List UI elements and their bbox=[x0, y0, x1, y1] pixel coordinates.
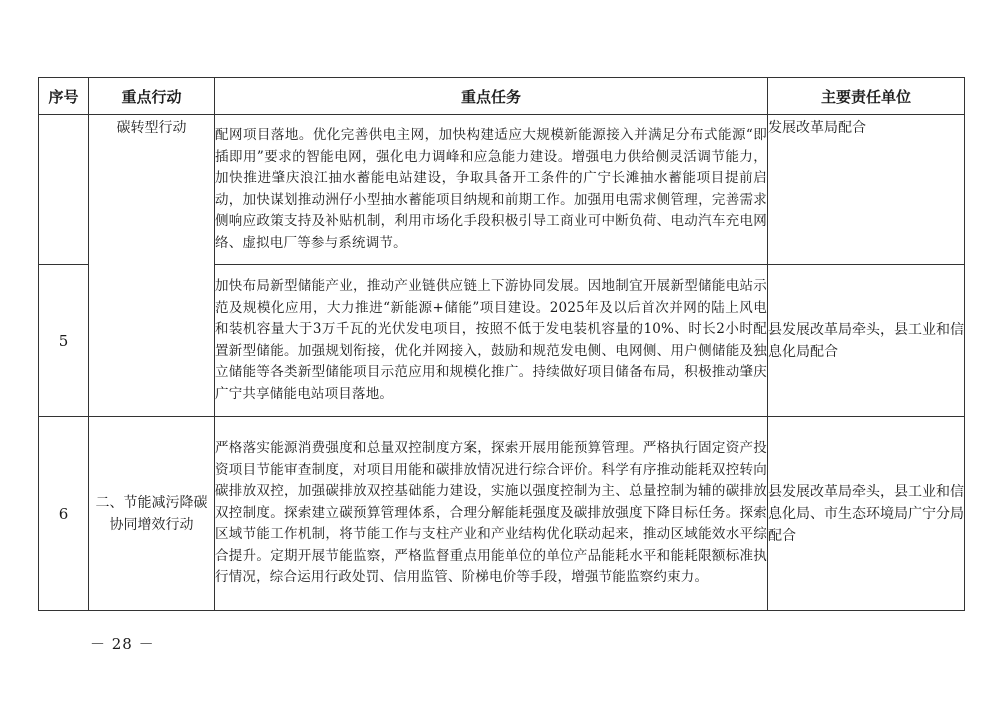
action-plan-table bbox=[38, 77, 965, 611]
page-number: － 28 － bbox=[90, 635, 155, 653]
header-key-action: 重点行动 bbox=[89, 78, 215, 115]
row-key-action: 碳转型行动 bbox=[89, 115, 215, 417]
row-responsible-unit: 县发展改革局牵头，县工业和信息化局、市生态环境局广宁分局配合 bbox=[768, 417, 965, 611]
row-serial-number: 5 bbox=[39, 265, 89, 417]
row-responsible-unit: 县发展改革局牵头，县工业和信息化局配合 bbox=[768, 265, 965, 417]
row-serial-number: 6 bbox=[39, 417, 89, 611]
header-key-task: 重点任务 bbox=[215, 78, 768, 115]
row-responsible-unit: 发展改革局配合 bbox=[768, 115, 965, 265]
row-key-task: 配网项目落地。优化完善供电主网，加快构建适应大规模新能源接入并满足分布式能源“即插即用”要求的智能电网，强化电力调峰和应急能力建设。增强电力供给侧灵活调节能力，加快推进肇庆浪江抽水蓄能电站建设，争取具备开工条件的广宁长滩抽水蓄能项目提前启动，加快谋划推动洲仔小型抽水蓄能项目纳规和前期工作。加强用电需求侧管理，完善需求侧响应政策支持及补贴机制，利用市场化手段积极引导工商业可中断负荷、电动汽车充电网络、虚拟电厂等参与系统调节。 bbox=[215, 115, 768, 265]
table-header-row bbox=[39, 78, 965, 115]
row-key-action: 二、节能减污降碳协同增效行动 bbox=[89, 417, 215, 611]
row-serial-number bbox=[39, 115, 89, 265]
row-key-task: 加快布局新型储能产业，推动产业链供应链上下游协同发展。因地制宜开展新型储能电站示范及规模化应用，大力推进“新能源+储能”项目建设。2025年及以后首次并网的陆上风电和装机容量大于3万千瓦的光伏发电项目，按照不低于发电装机容量的10%、时长2小时配置新型储能。加强规划衔接，优化并网接入，鼓励和规范发电侧、电网侧、用户侧储能及独立储能等各类新型储能项目示范应用和规模化推广。持续做好项目储备布局，积极推动肇庆广宁共享储能电站项目落地。 bbox=[215, 265, 768, 417]
table-row bbox=[39, 115, 965, 265]
header-serial-number: 序号 bbox=[39, 78, 89, 115]
header-responsible-unit: 主要责任单位 bbox=[768, 78, 965, 115]
table-row bbox=[39, 417, 965, 611]
row-key-task: 严格落实能源消费强度和总量双控制度方案，探索开展用能预算管理。严格执行固定资产投资项目节能审查制度，对项目用能和碳排放情况进行综合评价。科学有序推动能耗双控转向碳排放双控，加强碳排放双控基础能力建设，实施以强度控制为主、总量控制为辅的碳排放双控制度。探索建立碳预算管理体系，合理分解能耗强度及碳排放强度下降目标任务。探索区域节能工作机制，将节能工作与支柱产业和产业结构优化联动起来，推动区域能效水平综合提升。定期开展节能监察，严格监督重点用能单位的单位产品能耗水平和能耗限额标准执行情况，综合运用行政处罚、信用监管、阶梯电价等手段，增强节能监察约束力。 bbox=[215, 417, 768, 611]
